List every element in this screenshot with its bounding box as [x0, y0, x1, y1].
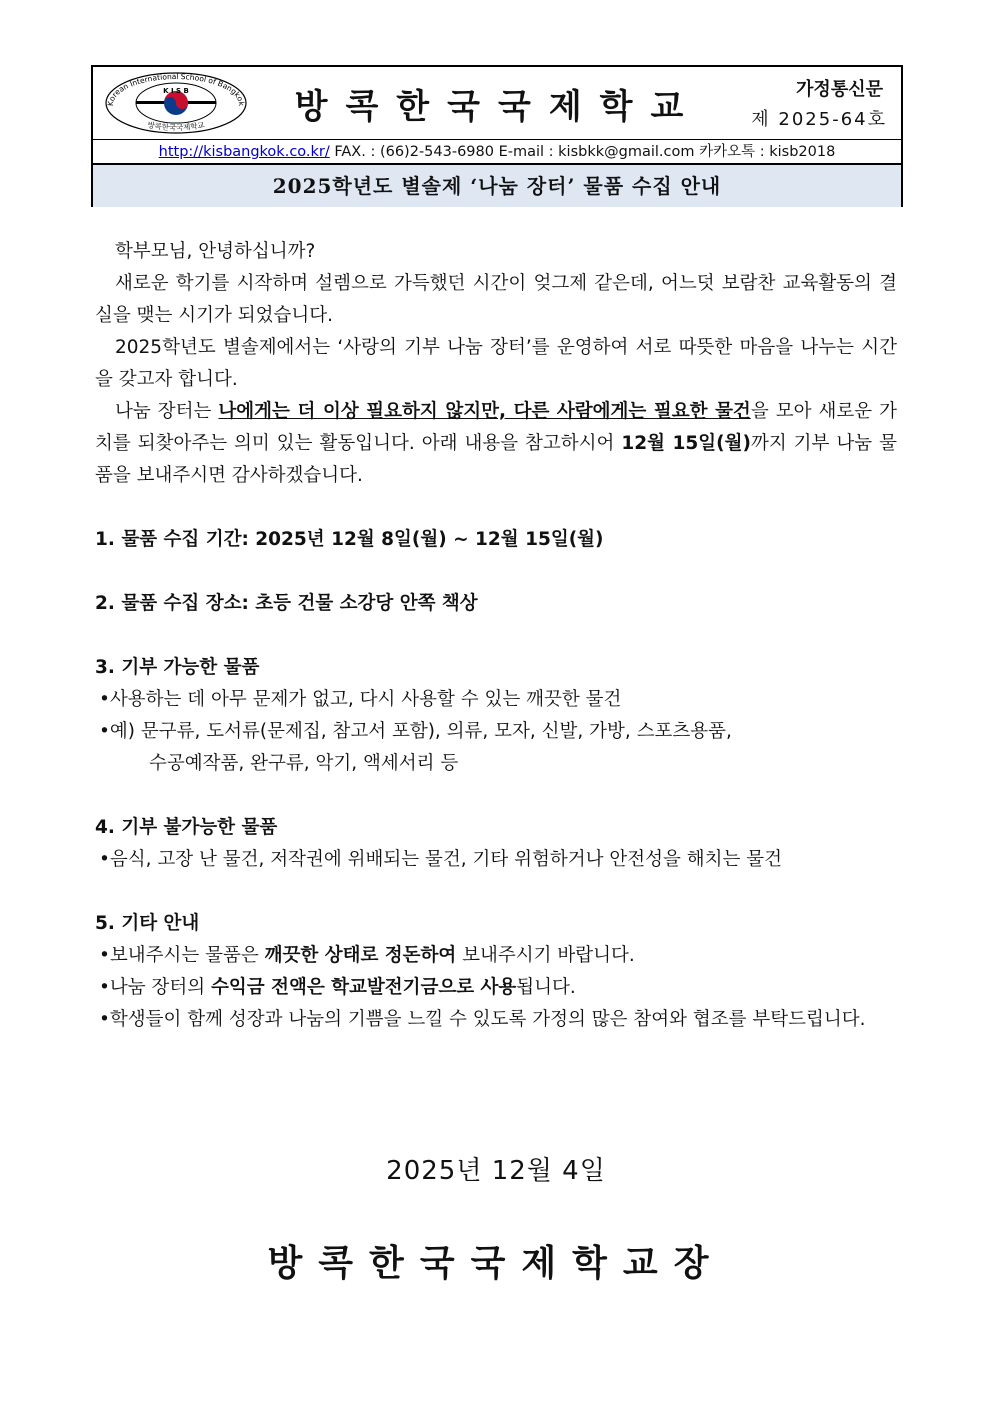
section-4-bullet-1: •음식, 고장 난 물건, 저작권에 위배되는 물건, 기타 위험하거나 안전성을 해치는 물건 [99, 849, 782, 870]
s5b1-bold: 깨끗한 상태로 정돈하여 [264, 945, 457, 966]
intro-paragraph-1: 새로운 학기를 시작하며 설렘으로 가득했던 시간이 엊그제 같은데, 어느덧 보람찬 교육활동의 결실을 맺는 시기가 되었습니다. [95, 273, 897, 326]
p3-text-b: 을 모아 새로운 가치를 되찾아주는 의미 있는 활동입니다. 아래 내용을 참고하시어 [95, 401, 897, 454]
section-4-title: 4. 기부 불가능한 물품 [95, 817, 278, 838]
logo-korean: 방콕한국국제학교 [146, 120, 206, 133]
intro-paragraph-3 [95, 396, 897, 492]
school-logo-icon [101, 71, 251, 135]
notice-number: 제 2025-64호 [751, 109, 887, 130]
section-1-period: 1. 물품 수집 기간: 2025년 12월 8일(월) ~ 12월 15일(월) [95, 529, 604, 550]
logo-abbr: K I S B [163, 87, 189, 95]
school-name: 방콕한국국제학교 [294, 87, 702, 127]
notice-label: 가정통신문 [796, 79, 883, 100]
logo-text: Korean International School of Bangkok [105, 71, 247, 107]
letterhead [91, 65, 903, 207]
greeting: 학부모님, 안녕하십니까? [115, 241, 316, 262]
s5b2-bold: 수익금 전액은 학교발전기금으로 사용 [211, 977, 517, 998]
s5b2-text-c: 됩니다. [516, 977, 576, 998]
section-3-bullet-1: •사용하는 데 아무 문제가 없고, 다시 사용할 수 있는 깨끗한 물건 [99, 689, 622, 710]
contact-details: FAX. : (66)2-543-6980 E-mail : kisbkk@gmail.com 카카오톡 : kisb2018 [329, 144, 836, 160]
s5b1-text-c: 보내주시기 바랍니다. [456, 945, 635, 966]
section-3-bullet-2: •예) 문구류, 도서류(문제집, 참고서 포함), 의류, 모자, 신발, 가방, 스포츠용품, [99, 721, 732, 742]
p3-text-a: 나눔 장터는 [115, 401, 219, 422]
intro-paragraph-2: 2025학년도 별솔제에서는 ‘사랑의 기부 나눔 장터’를 운영하여 서로 따뜻한 마음을 나누는 시간을 갖고자 합니다. [95, 337, 897, 390]
notice-subject: 2025학년도 별솔제 ‘나눔 장터’ 물품 수집 안내 [93, 163, 901, 207]
letter-date: 2025년 12월 4일 [386, 1156, 606, 1186]
contact-line [93, 139, 901, 164]
website-link[interactable]: http://kisbangkok.co.kr/ [158, 144, 330, 160]
letter-body [95, 236, 897, 1036]
section-5-bullet-3: •학생들이 함께 성장과 나눔의 기쁨을 느낄 수 있도록 가정의 많은 참여와 협조를 부탁드립니다. [99, 1009, 866, 1030]
p3-text-c: 까지 기부 나눔 물품을 보내주시면 감사하겠습니다. [95, 433, 897, 486]
section-5-bullet-1 [95, 940, 897, 972]
section-2-location: 2. 물품 수집 장소: 초등 건물 소강당 안쪽 책상 [95, 593, 478, 614]
letterhead-top [93, 67, 901, 139]
section-5-bullet-2 [95, 972, 897, 1004]
section-3-bullet-2-cont: 수공예작품, 완구류, 악기, 액세서리 등 [149, 753, 459, 774]
p3-deadline: 12월 15일(월) [621, 433, 751, 454]
principal-signature: 방콕한국국제학교장 [267, 1242, 725, 1284]
s5b2-text-a: •나눔 장터의 [99, 977, 212, 998]
section-3-title: 3. 기부 가능한 물품 [95, 657, 260, 678]
section-5-title: 5. 기타 안내 [95, 913, 200, 934]
s5b1-text-a: •보내주시는 물품은 [99, 945, 265, 966]
p3-underlined: 나에게는 더 이상 필요하지 않지만, 다른 사람에게는 필요한 물건 [218, 401, 751, 422]
